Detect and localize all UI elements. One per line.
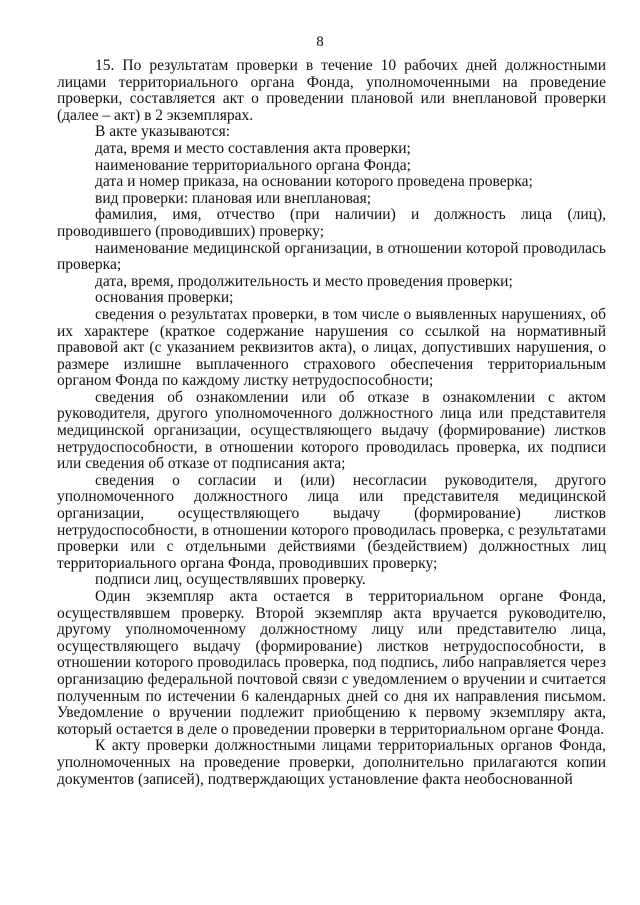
- paragraph-point-15: 15. По результатам проверки в течение 10 рабочих дней должностными лицами территориального органа Фонда, уполномоченными на проведение проверки, составляется акт о проведении плановой или внеплановой проверки (далее – акт) в 2 экземплярах.: [57, 57, 606, 124]
- paragraph-copies-delivery: Один экземпляр акта остается в территориальном органе Фонда, осуществлявшем проверку. Второй экземпляр акта вручается руководителю, другому уполномоченному должностному лицу или представителю лица, осуществляющего выдачу (формирование) листков нетрудоспособности, в отношении которого проводилась проверка, под подпись, либо направляется через организацию федеральной почтовой связи с уведомлением о вручении и считается полученным по истечении 6 календарных дней со дня их направления письмом. Уведомление о вручении подлежит приобщению к первому экземпляру акта, который остается в деле о проведении проверки в территориальном органе Фонда.: [57, 588, 606, 738]
- list-item-inspection-type: вид проверки: плановая или внеплановая;: [95, 189, 372, 207]
- list-item-inspectors: фамилия, имя, отчество (при наличии) и должность лица (лиц), проводившего (проводивших) проверку;: [57, 206, 606, 240]
- list-item-grounds: основания проверки;: [95, 289, 234, 307]
- list-item-order-date-number: дата и номер приказа, на основании которого проведена проверка;: [95, 173, 533, 191]
- list-item-familiarization: сведения об ознакомлении или об отказе в ознакомлении с актом руководителя, другого уполномоченного должностного лица или представителя медицинской организации, осуществляющего выдачу (формирование) листков нетрудоспособности, в отношении которого проводилась проверка, их подписи или сведения об отказе от подписания акта;: [57, 388, 606, 473]
- list-item-fund-body-name: наименование территориального органа Фонда;: [95, 156, 411, 174]
- paragraph-attachments: К акту проверки должностными лицами территориальных органов Фонда, уполномоченных на проведение проверки, дополнительно прилагаются копии документов (записей), подтверждающих установление факта необоснованной: [57, 737, 606, 788]
- body-text: [57, 58, 606, 788]
- list-item-signatures: подписи лиц, осуществлявших проверку.: [95, 571, 366, 589]
- paragraph-act-contents-intro: В акте указываются:: [95, 123, 231, 141]
- list-item-results: сведения о результатах проверки, в том числе о выявленных нарушениях, об их характере (краткое содержание нарушения со ссылкой на нормативный правовой акт (с указанием реквизитов акта), о лицах, допустивших нарушения, о размере излишне выплаченного страхового обеспечения территориальным органом Фонда по каждому листку нетрудоспособности;: [57, 305, 606, 390]
- list-item-medical-organization: наименование медицинской организации, в отношении которой проводилась проверка;: [57, 239, 606, 274]
- page-number: 8: [316, 34, 324, 50]
- list-item-date-time-place: дата, время и место составления акта проверки;: [95, 139, 411, 157]
- list-item-agreement: сведения о согласии и (или) несогласии руководителя, другого уполномоченного должностного лица или представителя медицинской организации, осуществляющего выдачу (формирование) листков нетрудоспособности, в отношении которого проводилась проверка, с результатами проверки или с отдельными действиями (бездействием) должностных лиц территориального органа Фонда, проводивших проверку;: [57, 471, 606, 572]
- list-item-inspection-timing: дата, время, продолжительность и место проведения проверки;: [95, 272, 513, 290]
